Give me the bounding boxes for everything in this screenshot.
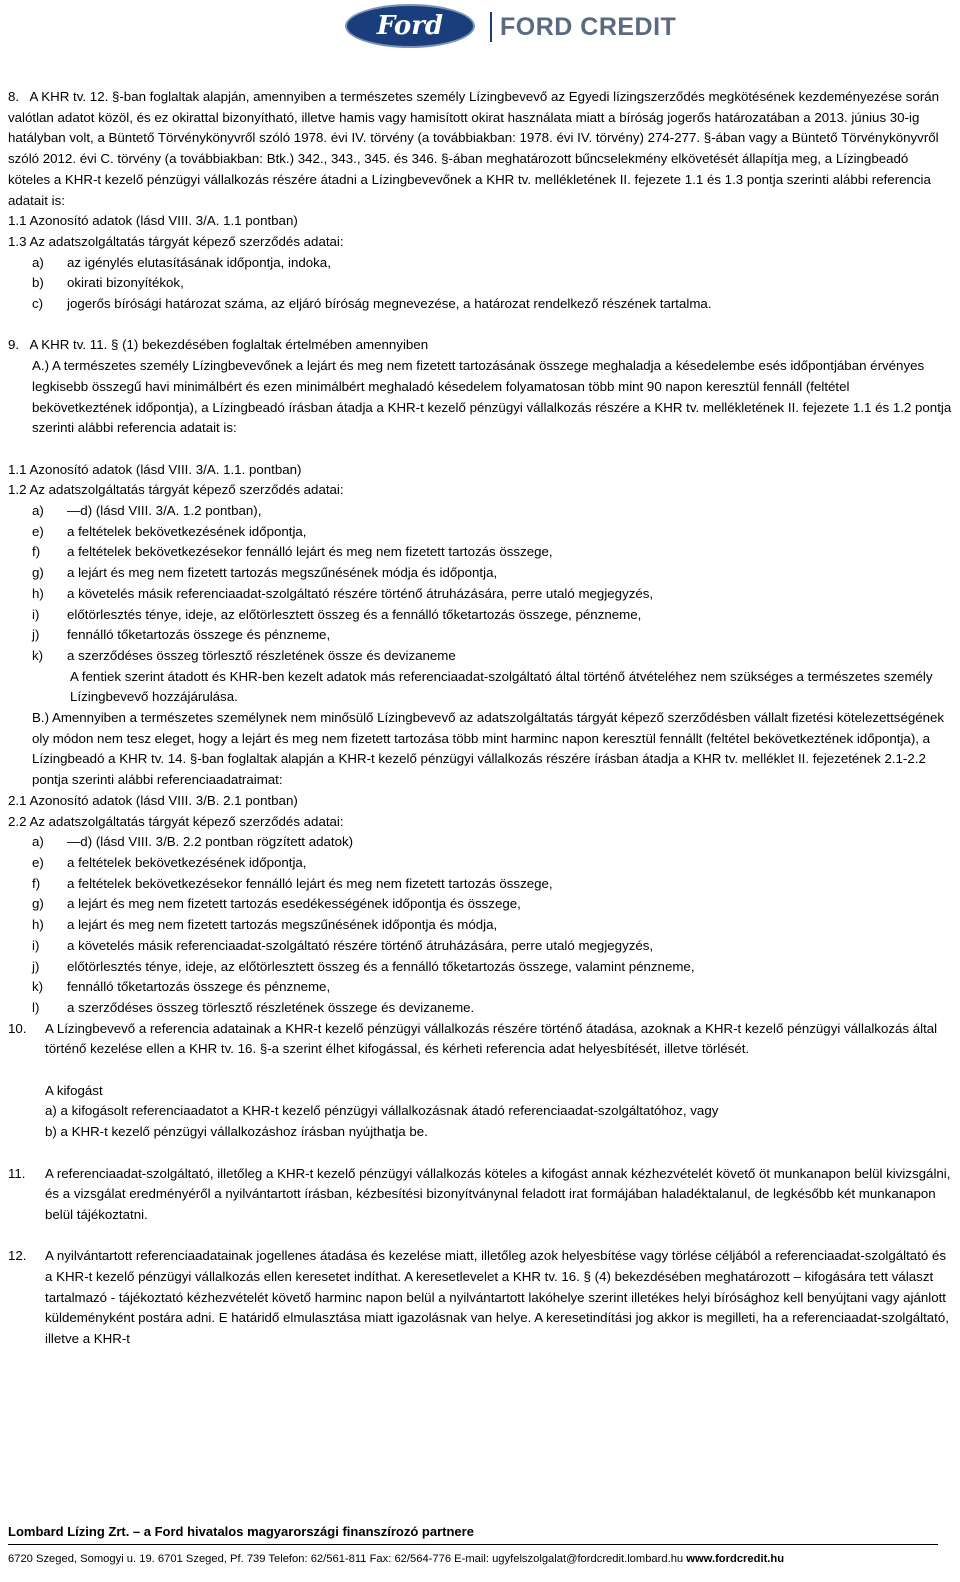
- list-item: j) fennálló tőketartozás összege és pénzneme,: [32, 627, 331, 643]
- list-item: g) a lejárt és meg nem fizetett tartozás esedékességének időpontja és összege,: [32, 896, 521, 912]
- list-item: c) jogerős bírósági határozat száma, az eljáró bíróság megnevezése, a határozat rendelkező részének tartalma.: [32, 296, 712, 312]
- section-9-intro: 9. A KHR tv. 11. § (1) bekezdésében foglaltak értelmében amennyiben: [8, 337, 429, 353]
- section-10: [8, 1019, 952, 1143]
- section-9-a-text: A.) A természetes személy Lízingbevevőnek a lejárt és meg nem fizetett tartozásának összege meghaladja a késedelembe esés időpontjában érvényes legkisebb összegű havi minimálbért és ezen minimálbért meghaladó késedelem folyamatosan több mint 90 napon keresztül fennáll (feltétel bekövetkeztének időpontja), a Lízingbeadó írásban átadja a KHR-t kezelő pénzügyi vállalkozás részére a KHR tv. mellékletének II. fejezete 1.1 és 1.2 pontja szerinti alábbi referencia adatait is:: [32, 358, 952, 436]
- section-9-b-text: B.) Amennyiben a természetes személynek nem minősülő Lízingbevevő az adatszolgáltatás tárgyát képező szerződésben vállalt fizetési kötelezettségének oly módon nem tesz eleget, hogy a lejárt és meg nem fizetett tartozása több mint harminc napon keresztül fennállt (feltétel bekövetkeztének időpontja), a Lízingbeadó a KHR tv. 14. §-ban foglaltak alapján a KHR-t kezelő pénzügyi vállalkozás részére írásban átadja a KHR tv. melléklet II. fejezetének 2.1-2.2 pontja szerinti alábbi referenciaadatraimat:: [32, 710, 945, 788]
- footer-website-link[interactable]: www.fordcredit.hu: [686, 1553, 785, 1565]
- ford-logo-text: Ford: [376, 11, 444, 41]
- header-divider: [490, 12, 492, 42]
- section-9-a-line-1: 1.1 Azonosító adatok (lásd VIII. 3/A. 1.1. pontban): [8, 461, 302, 477]
- section-number: 11.: [8, 1165, 26, 1181]
- list-item: f) a feltételek bekövetkezésekor fennálló lejárt és meg nem fizetett tartozás összege,: [32, 544, 553, 560]
- list-item: a) —d) (lásd VIII. 3/A. 1.2 pontban),: [32, 503, 262, 519]
- section-9-b-line-1: 2.1 Azonosító adatok (lásd VIII. 3/B. 2.1 pontban): [8, 792, 298, 808]
- section-number: 10.: [8, 1020, 27, 1036]
- footer-company: Lombard Lízing Zrt. – a Ford hivatalos magyarországi finanszírozó partnere: [8, 1524, 474, 1539]
- section-10-kifogas: A kifogást: [45, 1082, 103, 1098]
- list-item: k) fennálló tőketartozás összege és pénzneme,: [32, 979, 331, 995]
- section-number: 12.: [8, 1248, 27, 1264]
- ford-logo: [345, 4, 475, 48]
- list-item: b) okirati bizonyítékok,: [32, 275, 184, 291]
- section-8-line-2: 1.3 Az adatszolgáltatás tárgyát képező szerződés adatai:: [8, 233, 344, 249]
- spacer: [8, 315, 952, 336]
- list-item: g) a lejárt és meg nem fizetett tartozás megszűnésének módja és időpontja,: [32, 565, 498, 581]
- section-10-option-b: b) a KHR-t kezelő pénzügyi vállalkozáshoz írásban nyújthatja be.: [45, 1124, 428, 1140]
- section-text: A KHR tv. 12. §-ban foglaltak alapján, amennyiben a természetes személy Lízingbevevő az Egyedi lízingszerződés megkötésének kezdeményezése során valótlan adatot közöl, és ez okirattal bizonyítható, illetve hamis vagy hamisított okirat használata miatt a bíróság jogerős határozatában a 2013. június 30-ig hatályban volt, a Büntető Törvénykönyvről szóló 1978. évi IV. törvény (a továbbiakban: 1978. évi IV. törvény) 274-277. §-ában vagy a Büntető Törvénykönyvről szóló 2012. évi C. törvény (a továbbiakban: Btk.) 342., 343., 345. és 346. §-ában meghatározott bűncselekmény elkövetését állapítja meg, a Lízingbeadó köteles a KHR-t kezelő pénzügyi vállalkozás részére átadni a Lízingbevevőnek a KHR tv. mellékletének II. fejezete 1.1 és 1.3 pontja szerinti alábbi referencia adatait is:: [8, 89, 940, 208]
- spacer: [45, 1060, 952, 1081]
- list-item: e) a feltételek bekövetkezésének időpontja,: [32, 854, 307, 870]
- page-header: [0, 0, 960, 60]
- footer-contact: [8, 1553, 784, 1565]
- spacer: [8, 1226, 952, 1247]
- list-item: a) —d) (lásd VIII. 3/B. 2.2 pontban rögzített adatok): [32, 834, 354, 850]
- list-item: i) a követelés másik referenciaadat-szolgáltató részére történő átruházására, perre utaló megjegyzés,: [32, 937, 654, 953]
- footer-contact-text: 6720 Szeged, Somogyi u. 19. 6701 Szeged, Pf. 739 Telefon: 62/561-811 Fax: 62/564-776 E-mail: ugyfelszolgalat@fordcredit.lombard.hu: [8, 1553, 684, 1565]
- spacer: [32, 439, 952, 460]
- section-9-a-note: A fentiek szerint átadott és KHR-ben kezelt adatok más referenciaadat-szolgáltató által történő átvételéhez nem szükséges a természetes személy Lízingbevevő hozzájárulása.: [70, 668, 933, 705]
- section-12-text: A nyilvántartott referenciaadatainak jogellenes átadása és kezelése miatt, illetőleg azok helyesbítése vagy törlése céljából a referenciaadat-szolgáltató és a KHR-t kezelő pénzügyi vállalkozás ellen keresetet indíthat. A keresetlevelet a KHR tv. 16. § (4) bekezdésében meghatározott – kifogására tett választ tartalmazó - tájékoztató kézhezvételét követő harminc napon belül a nyilvántartott lakóhelye szerint illetékes helyi bírósághoz kell benyújtani vagy ajánlott küldeményként postára adni. E határidő elmulasztása miatt igazolásnak van helye. A keresetindítási jog akkor is megilleti, ha a referenciaadat-szolgáltató, illetve a KHR-t: [45, 1248, 949, 1347]
- list-item: f) a feltételek bekövetkezésekor fennálló lejárt és meg nem fizetett tartozás összege,: [32, 875, 553, 891]
- section-10-text: A Lízingbevevő a referencia adatainak a KHR-t kezelő pénzügyi vállalkozás részére történő átadása, azoknak a KHR-t kezelő pénzügyi vállalkozás által történő kezelése ellen a KHR tv. 16. §-a szerint élhet kifogással, és kérheti referencia adat helyesbítését, illetve törlését.: [45, 1020, 938, 1057]
- section-11: [8, 1164, 952, 1226]
- list-item: h) a lejárt és meg nem fizetett tartozás megszűnésének időpontja és módja,: [32, 917, 498, 933]
- section-10-option-a: a) a kifogásolt referenciaadatot a KHR-t kezelő pénzügyi vállalkozásnak átadó referenciaadat-szolgáltatóhoz, vagy: [45, 1103, 719, 1119]
- section-11-text: A referenciaadat-szolgáltató, illetőleg a KHR-t kezelő pénzügyi vállalkozás köteles a kifogást annak kézhezvételét követő öt munkanapon belül kivizsgálni, és a vizsgálat eredményéről a nyilvántartott írásban, kézbesítési bizonyítványnal feladott irat formájában haladéktalanul, de legkésőbb két munkanapon belül tájékoztatni.: [45, 1165, 951, 1222]
- section-9-a: [8, 356, 952, 460]
- list-item: e) a feltételek bekövetkezésének időpontja,: [32, 523, 307, 539]
- list-item: j) előtörlesztés ténye, ideje, az előtörlesztett összeg és a fennálló tőketartozás összege, valamint pénzneme,: [32, 958, 695, 974]
- section-8: [8, 87, 952, 211]
- document-body: [8, 87, 952, 1350]
- list-item: h) a követelés másik referenciaadat-szolgáltató részére történő átruházására, perre utaló megjegyzés,: [32, 585, 654, 601]
- footer-divider: [8, 1544, 938, 1545]
- section-9-b-line-2: 2.2 Az adatszolgáltatás tárgyát képező szerződés adatai:: [8, 813, 344, 829]
- section-8-line-1: 1.1 Azonosító adatok (lásd VIII. 3/A. 1.1 pontban): [8, 213, 298, 229]
- list-item: k) a szerződéses összeg törlesztő részletének össze és devizaneme: [32, 647, 456, 663]
- section-12: [8, 1246, 952, 1350]
- ford-credit-wordmark: FORD CREDIT: [500, 13, 677, 41]
- section-number: 8.: [8, 89, 20, 104]
- list-item: l) a szerződéses összeg törlesztő részletének összege és devizaneme.: [32, 999, 475, 1015]
- spacer: [8, 1143, 952, 1164]
- section-9-a-line-2: 1.2 Az adatszolgáltatás tárgyát képező szerződés adatai:: [8, 482, 344, 498]
- list-item: a) az igénylés elutasításának időpontja, indoka,: [32, 254, 331, 270]
- list-item: i) előtörlesztés ténye, ideje, az előtörlesztett összeg és a fennálló tőketartozás összege, pénzneme,: [32, 606, 642, 622]
